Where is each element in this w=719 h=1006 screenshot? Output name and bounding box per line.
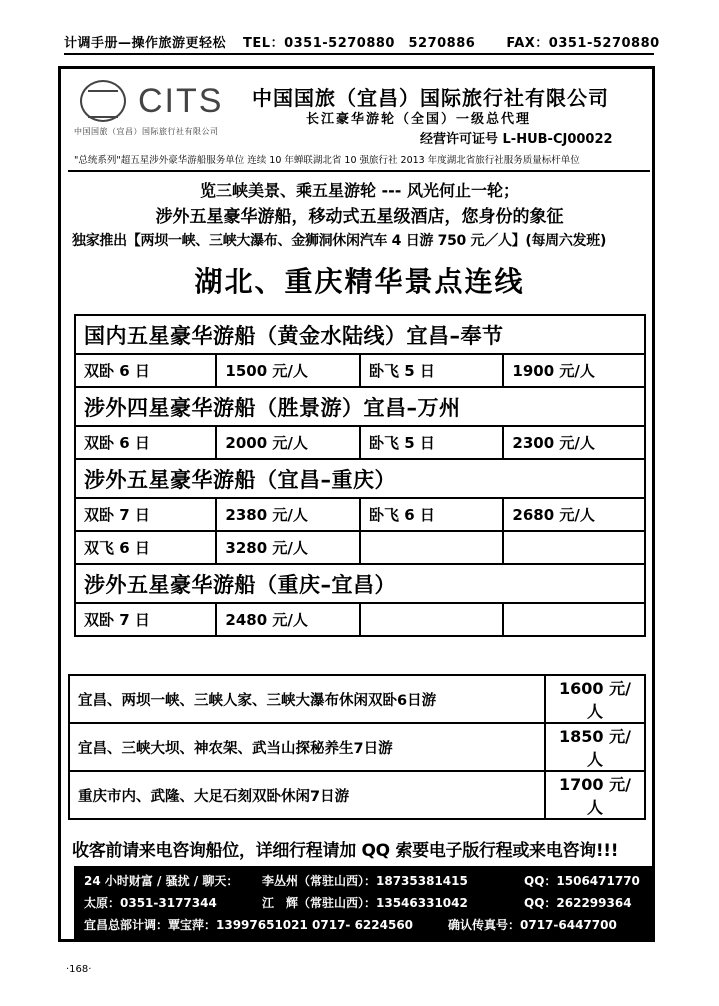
- series-description: "总统系列"超五星涉外豪华游船服务单位 连续 10 年蝉联湖北省 10 强旅行社 2013 年度湖北省旅行社服务质量标杆单位: [74, 155, 580, 166]
- contact-row: [84, 914, 644, 936]
- empty-cell: [360, 603, 503, 636]
- tour-price-table: [68, 674, 646, 820]
- route-cell: 双卧 6 日: [75, 426, 216, 459]
- empty-cell: [360, 531, 503, 564]
- page-header: [64, 32, 660, 55]
- slogan-line-1: 览三峡美景、乘五星游轮 --- 风光何止一轮；: [199, 181, 520, 200]
- logo-subtitle: 中国国旅（宜昌）国际旅行社有限公司: [74, 127, 219, 136]
- section-title-row: [75, 387, 645, 426]
- price-cell: 1900 元/人: [503, 354, 645, 387]
- tour-name: 宜昌、三峡大坝、神农架、武当山探秘养生7日游: [69, 723, 545, 771]
- route-cell: 卧飞 5 日: [360, 426, 503, 459]
- cruise-price-table: [74, 314, 646, 637]
- price-cell: 2480 元/人: [216, 603, 360, 636]
- route-cell: 双飞 6 日: [75, 531, 216, 564]
- globe-icon: [80, 80, 126, 122]
- section-title-row: [75, 564, 645, 603]
- route-cell: 卧飞 6 日: [360, 498, 503, 531]
- header-title: 计调手册—操作旅游更轻松: [64, 36, 227, 51]
- cits-logo: [74, 78, 246, 140]
- contact-row: [84, 870, 644, 892]
- section-title: 涉外五星豪华游船（宜昌–重庆）: [75, 459, 645, 498]
- section-title: 涉外五星豪华游船（重庆–宜昌）: [75, 564, 645, 603]
- contact-phone: 江 辉（常驻山西）：13546331042: [262, 896, 468, 910]
- page-number: ·168·: [66, 964, 92, 975]
- contact-fax: 确认传真号：0717-6447700: [448, 918, 617, 932]
- contact-qq: QQ：1506471770: [524, 874, 640, 888]
- section-title: 国内五星豪华游船（黄金水陆线）宜昌–奉节: [75, 315, 645, 354]
- price-row: [75, 354, 645, 387]
- price-row: [75, 531, 645, 564]
- price-cell: 2380 元/人: [216, 498, 360, 531]
- price-row: [75, 498, 645, 531]
- tour-row: [69, 723, 645, 771]
- company-subtitle: 长江豪华游轮（全国）一级总代理: [306, 112, 532, 127]
- tour-name: 重庆市内、武隆、大足石刻双卧休闲7日游: [69, 771, 545, 819]
- license-number: 经营许可证号 L-HUB-CJ00022: [420, 132, 613, 147]
- promo-line: 独家推出【两坝一峡、三峡大瀑布、金狮洞休闲汽车 4 日游 750 元／人】(每周六发班): [72, 233, 607, 249]
- tour-price: 1850 元/人: [545, 723, 645, 771]
- price-cell: 2300 元/人: [503, 426, 645, 459]
- price-row: [75, 426, 645, 459]
- contact-phone: 李丛州（常驻山西）：18735381415: [262, 874, 468, 888]
- contact-box: [74, 866, 654, 940]
- company-name: 中国国旅（宜昌）国际旅行社有限公司: [252, 86, 609, 110]
- section-title-row: [75, 459, 645, 498]
- price-cell: 2000 元/人: [216, 426, 360, 459]
- section-title-row: [75, 315, 645, 354]
- tour-row: [69, 675, 645, 723]
- empty-cell: [503, 603, 645, 636]
- empty-cell: [503, 531, 645, 564]
- header-tel: TEL：0351-5270880 5270886: [243, 36, 476, 51]
- contact-hq: 宜昌总部计调：覃宝萍：13997651021 0717- 6224560: [84, 918, 414, 932]
- contact-row: [84, 892, 644, 914]
- tour-price: 1600 元/人: [545, 675, 645, 723]
- tour-row: [69, 771, 645, 819]
- price-row: [75, 603, 645, 636]
- price-cell: 1500 元/人: [216, 354, 360, 387]
- tour-name: 宜昌、两坝一峡、三峡人家、三峡大瀑布休闲双卧6日游: [69, 675, 545, 723]
- slogan-line-2: 涉外五星豪华游船，移动式五星级酒店，您身份的象征: [155, 207, 564, 227]
- divider: [68, 170, 650, 172]
- price-cell: 2680 元/人: [503, 498, 645, 531]
- contact-note: 收客前请来电咨询船位，详细行程请加 QQ 索要电子版行程或来电咨询!!!: [72, 841, 619, 861]
- contact-label: 24 小时财富 / 骚扰 / 聊天：: [84, 874, 239, 888]
- route-cell: 卧飞 5 日: [360, 354, 503, 387]
- route-cell: 双卧 7 日: [75, 498, 216, 531]
- contact-label: 太原：0351-3177344: [84, 896, 217, 910]
- route-cell: 双卧 6 日: [75, 354, 216, 387]
- contact-qq: QQ：262299364: [524, 896, 632, 910]
- logo-text: CITS: [138, 82, 224, 120]
- price-cell: 3280 元/人: [216, 531, 360, 564]
- tour-price: 1700 元/人: [545, 771, 645, 819]
- route-cell: 双卧 7 日: [75, 603, 216, 636]
- main-title: 湖北、重庆精华景点连线: [194, 265, 525, 298]
- header-fax: FAX：0351-5270880: [506, 36, 660, 51]
- section-title: 涉外四星豪华游船（胜景游）宜昌–万州: [75, 387, 645, 426]
